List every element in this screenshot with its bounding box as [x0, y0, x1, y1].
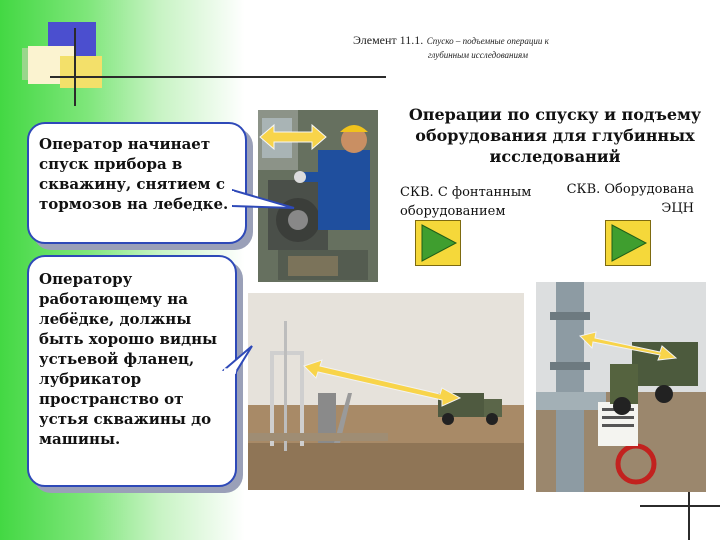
bubble2-text: Оператору работающему на лебёдке, должны быть хорошо видны устьевой фланец, лубрикатор пространство от устья скважины до машины.	[39, 270, 218, 448]
decor-bottom-horizontal-line	[640, 505, 720, 507]
option2-label-text: СКВ. Оборудована ЭЦН	[566, 182, 694, 216]
speech-bubble-operator-starts	[27, 122, 247, 244]
decor-yellow-square	[60, 56, 102, 88]
wellhead-closeup-photo	[536, 282, 706, 492]
operations-title: Операции по спуску и подъему оборудования для глубинных исследований	[408, 105, 702, 166]
decor-top-horizontal-line	[50, 76, 386, 78]
bubble2-tail	[222, 344, 256, 374]
element-number: Элемент 11.1.	[353, 33, 424, 47]
speech-bubble-visibility	[27, 255, 237, 487]
play-fountain-well-button[interactable]	[415, 220, 461, 266]
double-arrow-icon	[258, 122, 328, 152]
play-esp-well-button[interactable]	[605, 220, 651, 266]
bubble1-text: Оператор начинает спуск прибора в скважину, снятием с тормозов на лебедке.	[39, 135, 229, 213]
bubble1-tail	[232, 188, 296, 212]
header-subtitle-line2: глубинным исследованиям	[428, 50, 528, 60]
decor-top-vertical-line	[74, 28, 76, 106]
option1-label	[400, 183, 560, 221]
option1-label-text: СКВ. С фонтанным оборудованием	[400, 185, 532, 219]
play-triangle-icon	[606, 221, 650, 265]
play-triangle-icon	[416, 221, 460, 265]
header-subtitle-line1: Спуско – подъемные операции к	[426, 36, 549, 46]
option2-label	[562, 180, 694, 218]
double-arrow-icon	[302, 356, 462, 408]
slide-header	[353, 33, 673, 48]
double-arrow-icon	[578, 330, 678, 362]
